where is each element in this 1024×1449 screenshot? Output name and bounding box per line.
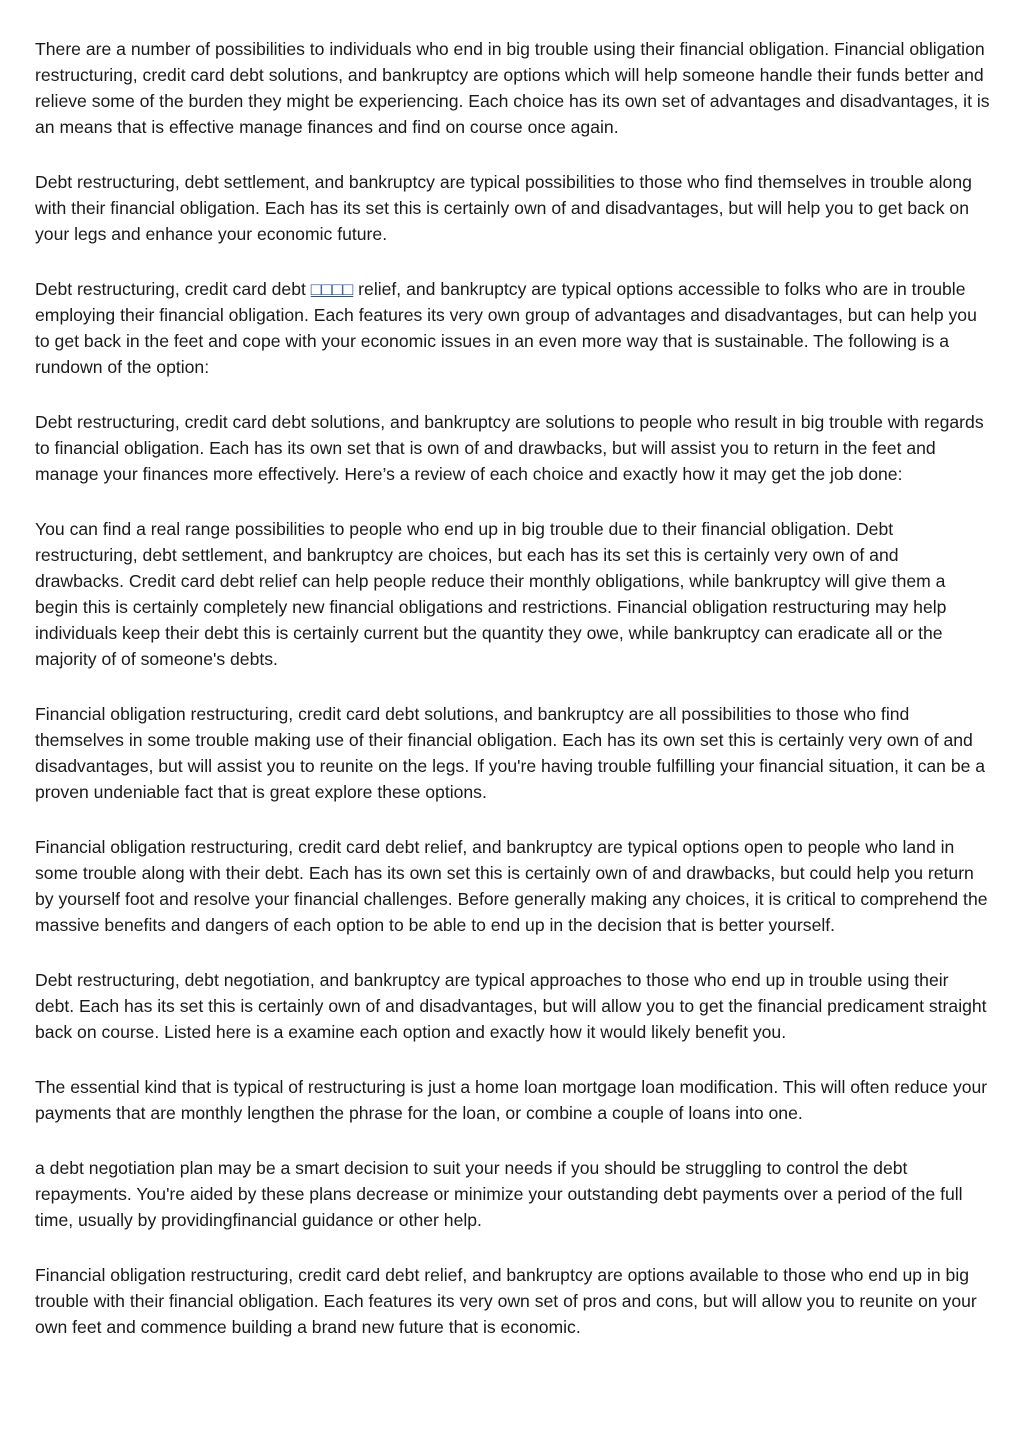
paragraph-11: Financial obligation restructuring, credit card debt relief, and bankruptcy are options available to those who end up in big trouble with their financial obligation. Each features its very own set of pros and cons, but will allow you to reunite on your own feet and commence building a brand new future that is economic.	[35, 1265, 977, 1337]
paragraph-3-text-before-link: Debt restructuring, credit card debt	[35, 279, 311, 299]
paragraph-3-text-after-link: relief, and bankruptcy are typical options accessible to folks who are in trouble employing their financial obligation. Each features its very own group of advantages and disadvantages, but can help you to get back in the feet and cope with your economic issues in an even more way that is sustainable. The following is a rundown of the option:	[35, 279, 977, 377]
paragraph-7: Financial obligation restructuring, credit card debt relief, and bankruptcy are typical options open to people who land in some trouble along with their debt. Each has its own set this is certainly own of and drawbacks, but could help you return by yourself foot and resolve your financial challenges. Before generally making any choices, it is critical to comprehend the massive benefits and dangers of each option to be able to end up in the decision that is better yourself.	[35, 837, 988, 935]
paragraph-3	[35, 276, 992, 380]
paragraph-8: Debt restructuring, debt negotiation, and bankruptcy are typical approaches to those who end up in trouble using their debt. Each has its set this is certainly own of and disadvantages, but will allow you to get the financial predicament straight back on course. Listed here is a examine each option and exactly how it would likely benefit you.	[35, 970, 987, 1042]
paragraph-1: There are a number of possibilities to individuals who end in big trouble using their financial obligation. Financial obligation restructuring, credit card debt solutions, and bankruptcy are options which will help someone handle their funds better and relieve some of the burden they might be experiencing. Each choice has its own set of advantages and disadvantages, it is an means that is effective manage finances and find on course once again.	[35, 39, 990, 137]
paragraph-2: Debt restructuring, debt settlement, and bankruptcy are typical possibilities to those who find themselves in trouble along with their financial obligation. Each has its set this is certainly own of and disadvantages, but will help you to get back on your legs and enhance your economic future.	[35, 172, 972, 244]
paragraph-10: a debt negotiation plan may be a smart decision to suit your needs if you should be struggling to control the debt repayments. You're aided by these plans decrease or minimize your outstanding debt payments over a period of the full time, usually by providingfinancial guidance or other help.	[35, 1158, 963, 1230]
inline-link[interactable]: □□□□	[310, 279, 354, 299]
paragraph-9: The essential kind that is typical of restructuring is just a home loan mortgage loan modification. This will often reduce your payments that are monthly lengthen the phrase for the loan, or combine a couple of loans into one.	[35, 1077, 988, 1123]
article-body	[35, 36, 992, 1340]
paragraph-5: You can find a real range possibilities to people who end up in big trouble due to their financial obligation. Debt restructuring, debt settlement, and bankruptcy are choices, but each has its set this is certainly very own of and drawbacks. Credit card debt relief can help people reduce their monthly obligations, while bankruptcy will give them a begin this is certainly completely new financial obligations and restrictions. Financial obligation restructuring may help individuals keep their debt this is certainly current but the quantity they owe, while bankruptcy can eradicate all or the majority of of someone's debts.	[35, 519, 947, 669]
paragraph-6: Financial obligation restructuring, credit card debt solutions, and bankruptcy are all possibilities to those who find themselves in some trouble making use of their financial obligation. Each has its own set this is certainly very own of and disadvantages, but will assist you to reunite on the legs. If you're having trouble fulfilling your financial situation, it can be a proven undeniable fact that is great explore these options.	[35, 704, 986, 802]
paragraph-4: Debt restructuring, credit card debt solutions, and bankruptcy are solutions to people who result in big trouble with regards to financial obligation. Each has its own set that is own of and drawbacks, but will assist you to return in the feet and manage your finances more effectively. Here’s a review of each choice and exactly how it may get the job done:	[35, 412, 984, 484]
